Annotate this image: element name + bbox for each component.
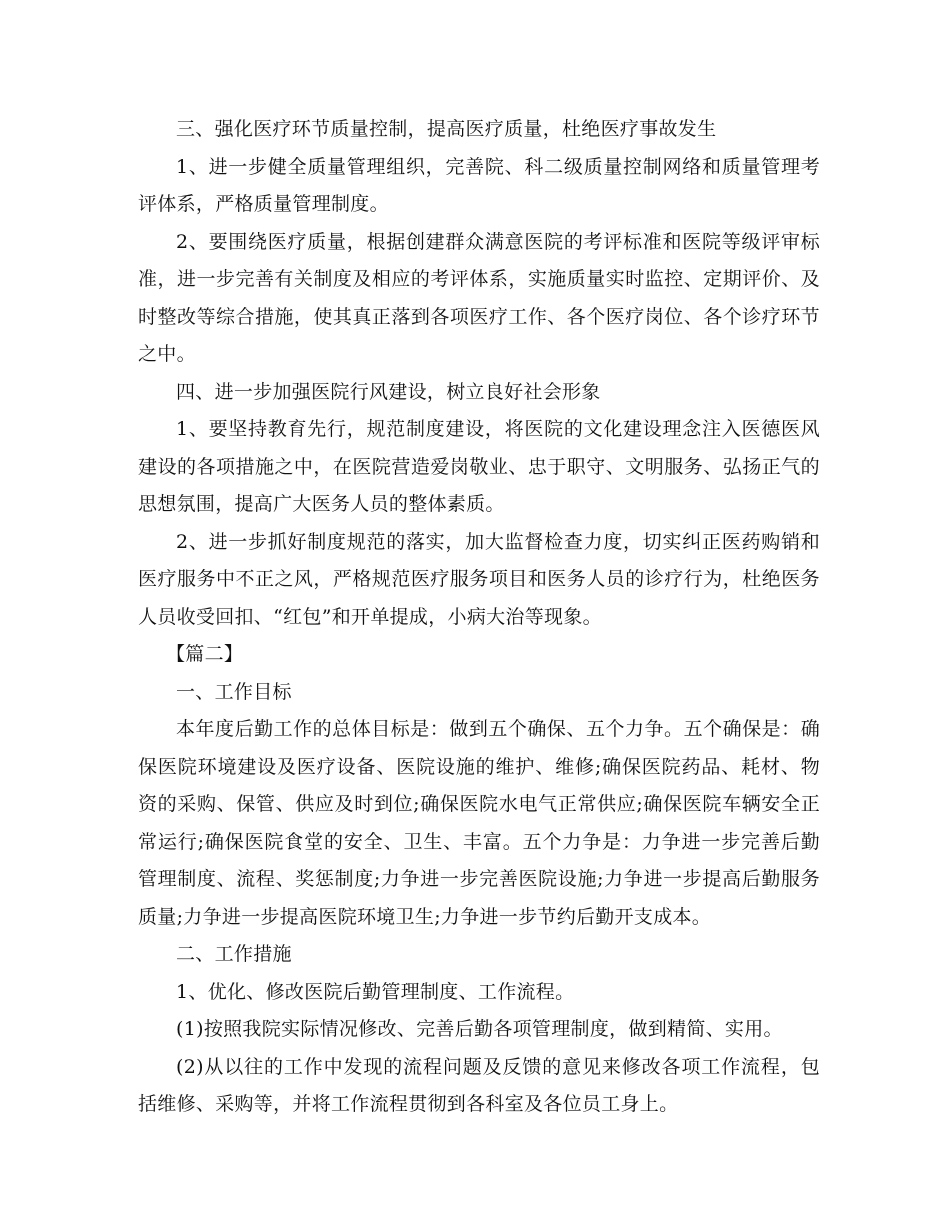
paragraph: 1、要坚持教育先行，规范制度建设，将医院的文化建设理念注入医德医风建设的各项措施之中，在医院营造爱岗敬业、忠于职守、文明服务、弘扬正气的思想氛围，提高广大医务人员的整体素质。 [138,418,820,515]
paragraph: 2、进一步抓好制度规范的落实，加大监督检查力度，切实纠正医药购销和医疗服务中不正之风，严格规范医疗服务项目和医务人员的诊疗行为，杜绝医务人员收受回扣、“红包”和开单提成，小病大治等现象。 [138,530,820,628]
section-heading-4: 四、进一步加强医院行风建设，树立良好社会形象 [176,380,601,403]
paragraph: 1、优化、修改医院后勤管理制度、工作流程。 [176,980,575,1003]
section-heading-2: 二、工作措施 [176,943,292,965]
paragraph: (2)从以往的工作中发现的流程问题及反馈的意见来修改各项工作流程，包括维修、采购等，并将工作流程贯彻到各科室及各位员工身上。 [138,1055,820,1115]
section-heading-3: 三、强化医疗环节质量控制，提高医疗质量，杜绝医疗事故发生 [176,118,717,140]
part-heading: 【篇二】 [166,643,244,665]
paragraph: 1、进一步健全质量管理组织，完善院、科二级质量控制网络和质量管理考评体系，严格质量管理制度。 [138,155,820,215]
paragraph: (1)按照我院实际情况修改、完善后勤各项管理制度，做到精简、实用。 [176,1018,783,1040]
paragraph: 本年度后勤工作的总体目标是：做到五个确保、五个力争。五个确保是：确保医院环境建设及医疗设备、医院设施的维护、维修;确保医院药品、耗材、物资的采购、保管、供应及时到位;确保医院水电气正常供应;确保医院车辆安全正常运行;确保医院食堂的安全、卫生、丰富。五个力争是：力争进一步完善后勤管理制度、流程、奖惩制度;力争进一步完善医院设施;力争进一步提高后勤服务质量;力争进一步提高医院环境卫生;力争进一步节约后勤开支成本。 [138,718,820,928]
section-heading-1: 一、工作目标 [176,680,292,703]
paragraph: 2、要围绕医疗质量，根据创建群众满意医院的考评标准和医院等级评审标准，进一步完善有关制度及相应的考评体系，实施质量实时监控、定期评价、及时整改等综合措施，使其真正落到各项医疗工作、各个医疗岗位、各个诊疗环节之中。 [138,230,820,365]
